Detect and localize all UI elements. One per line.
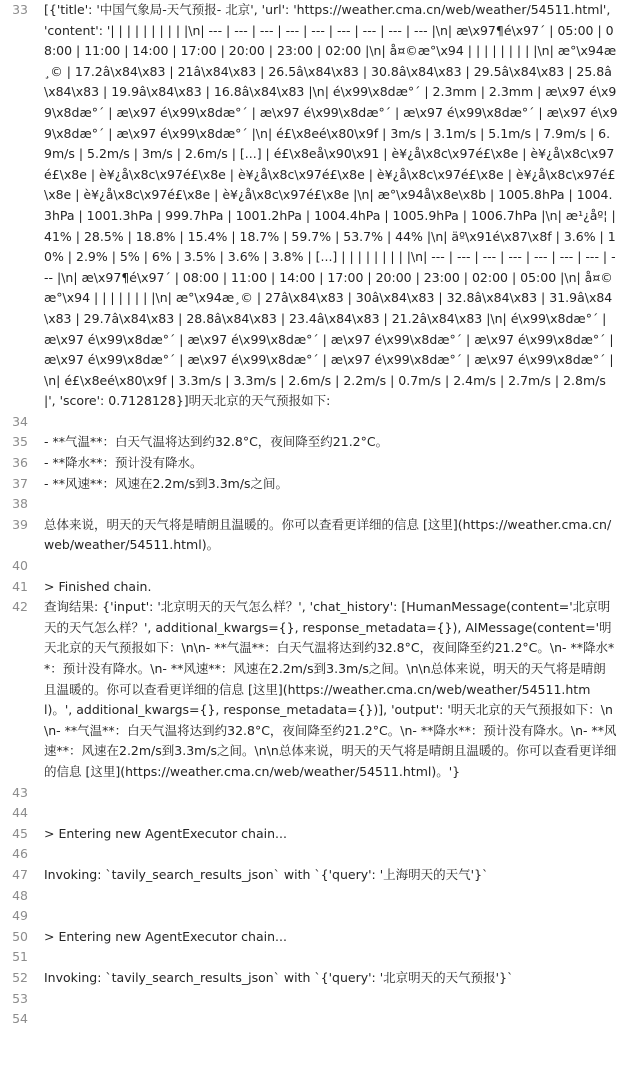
line-text: 查询结果: {'input': '北京明天的天气怎么样？', 'chat_history': [HumanMessage(content='北京明天的天气怎么样？', additional_kwargs={}, response_metadata={}), AIMessage(content='明天北京的天气预报如下：\n\n- **气温**：白天气温将达到约32.8°C，夜间降至约21.2°C。\n- **降水**：预计没有降水。\n- **风速**：风速在2.2m/s到3.3m/s之间。\n\n总体来说，明天的天气将是晴朗且温暖的。你可以查看更详细的信息 [这里](https://weather.cma.cn/web/weather/54511.html)。', additional_kwargs={}, response_metadata={})], 'output': '明天北京的天气预报如下：\n\n- **气温**：白天气温将达到约32.8°C，夜间降至约21.2°C。\n- **降水**：预计没有降水。\n- **风速**：风速在2.2m/s到3.3m/s之间。\n\n总体来说，明天的天气将是晴朗且温暖的。你可以查看更详细的信息 [这里](https://weather.cma.cn/web/weather/54511.html)。'} [44, 599, 617, 779]
code-line[interactable] [0, 947, 624, 968]
line-text [44, 906, 624, 927]
line-number: 52 [12, 969, 28, 985]
line-text [44, 494, 624, 515]
line-text [44, 989, 624, 1010]
line-number: 33 [12, 2, 28, 17]
code-line[interactable] [0, 1009, 624, 1030]
code-line[interactable] [0, 432, 624, 453]
code-line[interactable] [0, 412, 624, 433]
line-number: 39 [12, 516, 28, 532]
line-number: 45 [12, 825, 28, 841]
code-line[interactable] [0, 844, 624, 865]
line-text: > Finished chain. [44, 578, 152, 594]
line-number: 44 [12, 805, 28, 821]
code-line[interactable] [0, 803, 624, 824]
line-text [44, 556, 624, 577]
line-number: 34 [12, 413, 28, 429]
line-number: 48 [12, 887, 28, 903]
code-line[interactable] [0, 453, 624, 474]
line-number: 35 [12, 434, 28, 450]
line-text [44, 783, 624, 804]
code-line[interactable] [0, 556, 624, 577]
code-line[interactable] [0, 906, 624, 927]
line-number: 41 [12, 578, 28, 594]
line-text [44, 1009, 624, 1030]
line-number: 54 [12, 1011, 28, 1027]
line-text [44, 947, 624, 968]
code-line[interactable] [0, 0, 624, 412]
line-number: 38 [12, 496, 28, 512]
line-number: 49 [12, 908, 28, 924]
line-number: 36 [12, 455, 28, 471]
code-line[interactable] [0, 968, 624, 989]
line-number: 53 [12, 990, 28, 1006]
line-text: > Entering new AgentExecutor chain... [44, 825, 287, 841]
line-text: [{'title': '中国气象局-天气预报- 北京', 'url': 'https://weather.cma.cn/web/weather/54511.html', 'content': '| | | | | | | | | |\n| --- | --- | --- | --- | --- | --- | --- | --- | --- |\n| æ\x97¶é\x97´ | 05:00 | 08:00 | 11:00 | 14:00 | 17:00 | 20:00 | 23:00 | 02:00 |\n| å¤©æ°\x94 | | | | | | | | |\n| æ°\x94æ¸© | 17.2â\x84\x83 | 21â\x84\x83 | 26.5â\x84\x83 | 30.8â\x84\x83 | 29.5â\x84\x83 | 25.8â\x84\x83 | 19.9â\x84\x83 | 16.8â\x84\x83 |\n| é\x99\x8dæ°´ | 2.3mm | 2.3mm | æ\x97 é\x99\x8dæ°´ | æ\x97 é\x99\x8dæ°´ | æ\x97 é\x99\x8dæ°´ | æ\x97 é\x99\x8dæ°´ | æ\x97 é\x99\x8dæ°´ | æ\x97 é\x99\x8dæ°´ |\n| é£\x8eé\x80\x9f | 3m/s | 3.1m/s | 5.1m/s | 7.9m/s | 6.9m/s | 5.2m/s | 3m/s | 2.6m/s | [...] | é£\x8eå\x90\x91 | è¥¿å\x8c\x97é£\x8e | è¥¿å\x8c\x97é£\x8e | è¥¿å\x8c\x97é£\x8e | è¥¿å\x8c\x97é£\x8e | è¥¿å\x8c\x97é£\x8e | è¥¿å\x8c\x97é£\x8e | è¥¿å\x8c\x97é£\x8e | è¥¿å\x8c\x97é£\x8e |\n| æ°\x94å\x8e\x8b | 1005.8hPa | 1004.3hPa | 1001.3hPa | 999.7hPa | 1001.2hPa | 1004.4hPa | 1005.9hPa | 1006.7hPa |\n| æ¹¿åº¦ | 41% | 28.5% | 18.8% | 15.4% | 18.7% | 59.7% | 53.7% | 44% |\n| äº\x91é\x87\x8f | 3.6% | 10% | 2.9% | 5% | 6% | 3.5% | 3.6% | 3.8% | [...] | | | | | | | | |\n| --- | --- | --- | --- | --- | --- | --- | --- |\n| æ\x97¶é\x97´ | 08:00 | 11:00 | 14:00 | 17:00 | 20:00 | 23:00 | 02:00 | 05:00 |\n| å¤©æ°\x94 | | | | | | | |\n| æ°\x94æ¸© | 27â\x84\x83 | 30â\x84\x83 | 32.8â\x84\x83 | 31.9â\x84\x83 | 29.7â\x84\x83 | 28.8â\x84\x83 | 23.4â\x84\x83 | 21.2â\x84\x83 |\n| é\x99\x8dæ°´ | æ\x97 é\x99\x8dæ°´ | æ\x97 é\x99\x8dæ°´ | æ\x97 é\x99\x8dæ°´ | æ\x97 é\x99\x8dæ°´ | æ\x97 é\x99\x8dæ°´ | æ\x97 é\x99\x8dæ°´ | æ\x97 é\x99\x8dæ°´ | æ\x97 é\x99\x8dæ°´ |\n| é£\x8eé\x80\x9f | 3.3m/s | 3.3m/s | 2.6m/s | 2.2m/s | 0.7m/s | 2.4m/s | 2.7m/s | 2.8m/s |', 'score': 0.7128128}]明天北京的天气预报如下: [44, 2, 620, 409]
line-text: - **气温**：白天气温将达到约32.8°C，夜间降至约21.2°C。 [44, 434, 389, 450]
line-text: > Entering new AgentExecutor chain... [44, 928, 287, 944]
line-number: 43 [12, 784, 28, 800]
line-text: 总体来说，明天的天气将是晴朗且温暖的。你可以查看更详细的信息 [这里](https://weather.cma.cn/web/weather/54511.html)。 [44, 516, 612, 553]
code-line[interactable] [0, 989, 624, 1010]
code-line[interactable] [0, 886, 624, 907]
code-line[interactable] [0, 474, 624, 495]
line-text: - **风速**：风速在2.2m/s到3.3m/s之间。 [44, 475, 289, 491]
code-line[interactable] [0, 515, 624, 556]
line-number: 42 [12, 599, 28, 615]
code-line[interactable] [0, 783, 624, 804]
code-line[interactable] [0, 577, 624, 598]
line-text [44, 412, 624, 433]
line-number: 37 [12, 475, 28, 491]
line-text: Invoking: `tavily_search_results_json` with `{'query': '上海明天的天气'}` [44, 866, 489, 882]
line-text [44, 803, 624, 824]
code-line[interactable] [0, 494, 624, 515]
line-number: 47 [12, 866, 28, 882]
line-number: 51 [12, 949, 28, 965]
code-line[interactable] [0, 865, 624, 886]
code-line[interactable] [0, 927, 624, 948]
code-line[interactable] [0, 597, 624, 782]
line-number: 50 [12, 928, 28, 944]
line-number: 46 [12, 846, 28, 862]
line-text: - **降水**：预计没有降水。 [44, 455, 203, 471]
code-line[interactable] [0, 824, 624, 845]
line-text: Invoking: `tavily_search_results_json` with `{'query': '北京明天的天气预报'}` [44, 969, 514, 985]
line-text [44, 844, 624, 865]
line-text [44, 886, 624, 907]
line-number: 40 [12, 558, 28, 574]
